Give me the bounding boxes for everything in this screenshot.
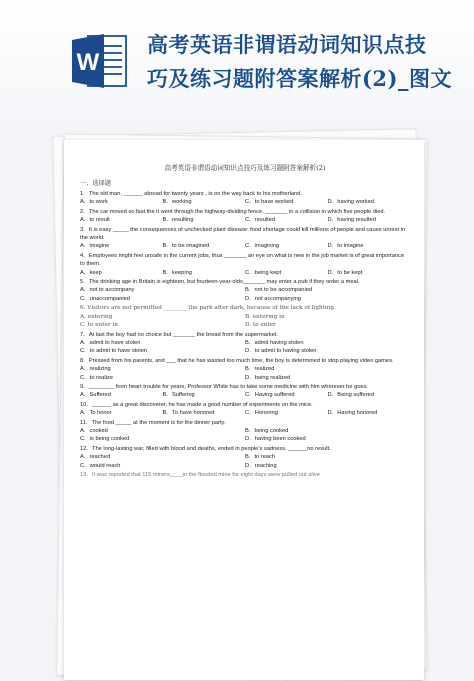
answer-option: B．not to be accompanied <box>245 287 313 294</box>
answer-options <box>80 453 410 470</box>
answer-option: D．having worked. <box>327 199 376 206</box>
answer-option: C. to enter in <box>80 322 118 329</box>
answer-options <box>80 313 410 330</box>
answer-option: A. entering <box>80 313 113 320</box>
answer-option: A．Suffered <box>80 392 111 399</box>
answer-option: B．being cooked <box>245 427 289 434</box>
answer-option: C．unaccompanied <box>80 295 130 302</box>
answer-option: C．Having suffered <box>245 392 295 399</box>
question-item <box>80 471 410 479</box>
answer-option: D．having been cooked <box>245 436 306 443</box>
answer-option: C．Honoring <box>245 410 278 417</box>
question-stem: 7．At last the boy had no choice but _______ the bread from the supermarket. <box>80 331 278 338</box>
answer-option: B．keeping <box>162 269 192 276</box>
answer-options <box>80 242 410 250</box>
answer-option: B．Suffering <box>162 392 195 399</box>
question-item <box>80 419 410 444</box>
answer-options <box>80 365 410 382</box>
answer-option: D．not accompanying <box>245 295 301 302</box>
question-stem: 8．Pressed from his parents, and ___ that he has wasted too much time, the boy is determined to stop playing video games. <box>80 357 394 364</box>
question-stem: 3．It is easy _____ the consequences of unchecked plant disease: food shortage could kill millions of people and cause unrest in the world. <box>80 226 406 242</box>
page-title <box>147 28 467 96</box>
answer-option: A．cooked <box>80 427 108 434</box>
answer-option: A．not to accompany <box>80 287 135 294</box>
answer-option: C．is being cooked <box>80 436 130 443</box>
question-stem: 11．The food _____ at the moment is for the dinner party. <box>80 419 226 426</box>
question-item <box>80 357 410 382</box>
answer-option: D. to enter <box>245 322 276 329</box>
answer-option: A．realizing <box>80 366 111 373</box>
question-stem: 1．The old man, ______ abroad for twenty years , is on the way back to his motherland. <box>80 191 302 197</box>
section-heading: 一、选择题 <box>80 180 111 187</box>
question-stem: 6. Visitors are not permitted ________ the park after dark, because of the lack of lighting. <box>80 305 336 312</box>
question-stem: 2．The car moved so fast the it went through the highway-dividing fence, _______ in a collision in which five people died. <box>80 208 386 215</box>
answer-option: B. entering in <box>245 313 285 320</box>
answer-option: A．imagine <box>80 243 110 250</box>
title-line-1: 高考英语非谓语动词知识点技 <box>147 32 427 57</box>
answer-option: D．Having honored <box>327 410 378 417</box>
answer-option: D．being realized <box>245 374 291 381</box>
question-stem: 5．The drinking age in Britain is eighteen, but fourteen-year-olds_______ may enter a pub if they order a meal. <box>80 279 360 286</box>
question-stem: 4．Employees might feel unsafe in the current jobs, thus _______ an eye on what is new in the job market is of great importance to them. <box>80 252 405 268</box>
title-line-2: 巧及练习题附答案解析(2)_图文 <box>147 66 452 91</box>
answer-options <box>80 391 410 399</box>
answer-option: D．to imagine <box>327 243 364 250</box>
answer-option: D．reaching <box>245 462 277 469</box>
answer-option: C．to admit to have stolen <box>80 348 148 355</box>
answer-option: A．to result <box>80 217 110 224</box>
question-stem: 10．______ as a great discoverer, he has made a good number of experiments on the mice. <box>80 401 313 408</box>
question-item <box>80 331 410 356</box>
answer-options <box>80 198 410 206</box>
document-page <box>64 140 424 680</box>
answer-option: A．to work <box>80 199 108 206</box>
answer-options <box>80 409 410 417</box>
document-heading: 高考英语非谓语动词知识点技巧及练习题附答案解析(2) <box>164 164 326 172</box>
answer-option: C．resulted <box>245 217 276 224</box>
answer-option: C．imagining <box>245 243 280 250</box>
question-item <box>80 401 410 418</box>
question-stem: 9．________ from heart trouble for years, Professor White has to take some medicine with him wherever he goes. <box>80 383 368 390</box>
answer-option: D．having resulted <box>327 217 376 224</box>
question-item <box>80 226 410 251</box>
word-logo-letter: W <box>76 49 100 76</box>
question-item <box>80 383 410 400</box>
answer-option: D．to be kept <box>327 269 363 276</box>
answer-option: C．to realize <box>80 374 113 381</box>
answer-option: D．to admit to having stolen <box>245 348 317 355</box>
question-stem: 13．It was reported that 115 miners____in the flooded mine for eight days were pulled out alive <box>80 472 320 478</box>
question-item <box>80 208 410 225</box>
question-item <box>80 252 410 277</box>
answer-option: B．realized <box>245 366 275 373</box>
answer-option: B．working <box>162 199 192 206</box>
question-item <box>80 445 410 470</box>
answer-options <box>80 427 410 444</box>
answer-options <box>80 286 410 303</box>
answer-option: B．to reach <box>245 454 276 461</box>
banner <box>0 0 474 120</box>
answer-option: B．To have honored <box>162 410 215 417</box>
answer-option: A．admit to have stolen <box>80 339 141 346</box>
answer-option: A．reached <box>80 454 111 461</box>
answer-option: C．being kept <box>245 269 282 276</box>
question-stem: 12．The long-lasting war, filled with blood and deaths, ended in people’s sadness. ______no result. <box>80 445 331 452</box>
answer-option: C．to have worked <box>245 199 294 206</box>
answer-option: D．Being suffered <box>327 392 374 399</box>
answer-option: A．To honor <box>80 410 112 417</box>
answer-options <box>80 339 410 356</box>
question-item <box>80 278 410 303</box>
answer-options <box>80 269 410 277</box>
question-item <box>80 190 410 207</box>
question-list <box>80 190 410 479</box>
answer-option: B．admit having stolen <box>245 339 304 346</box>
answer-option: B．to be imagined <box>162 243 210 250</box>
question-item <box>80 304 410 329</box>
answer-option: B．resulting <box>162 217 194 224</box>
answer-option: A．keep <box>80 269 102 276</box>
word-document-icon <box>70 30 128 92</box>
answer-option: C．would reach <box>80 462 121 469</box>
answer-options <box>80 216 410 224</box>
